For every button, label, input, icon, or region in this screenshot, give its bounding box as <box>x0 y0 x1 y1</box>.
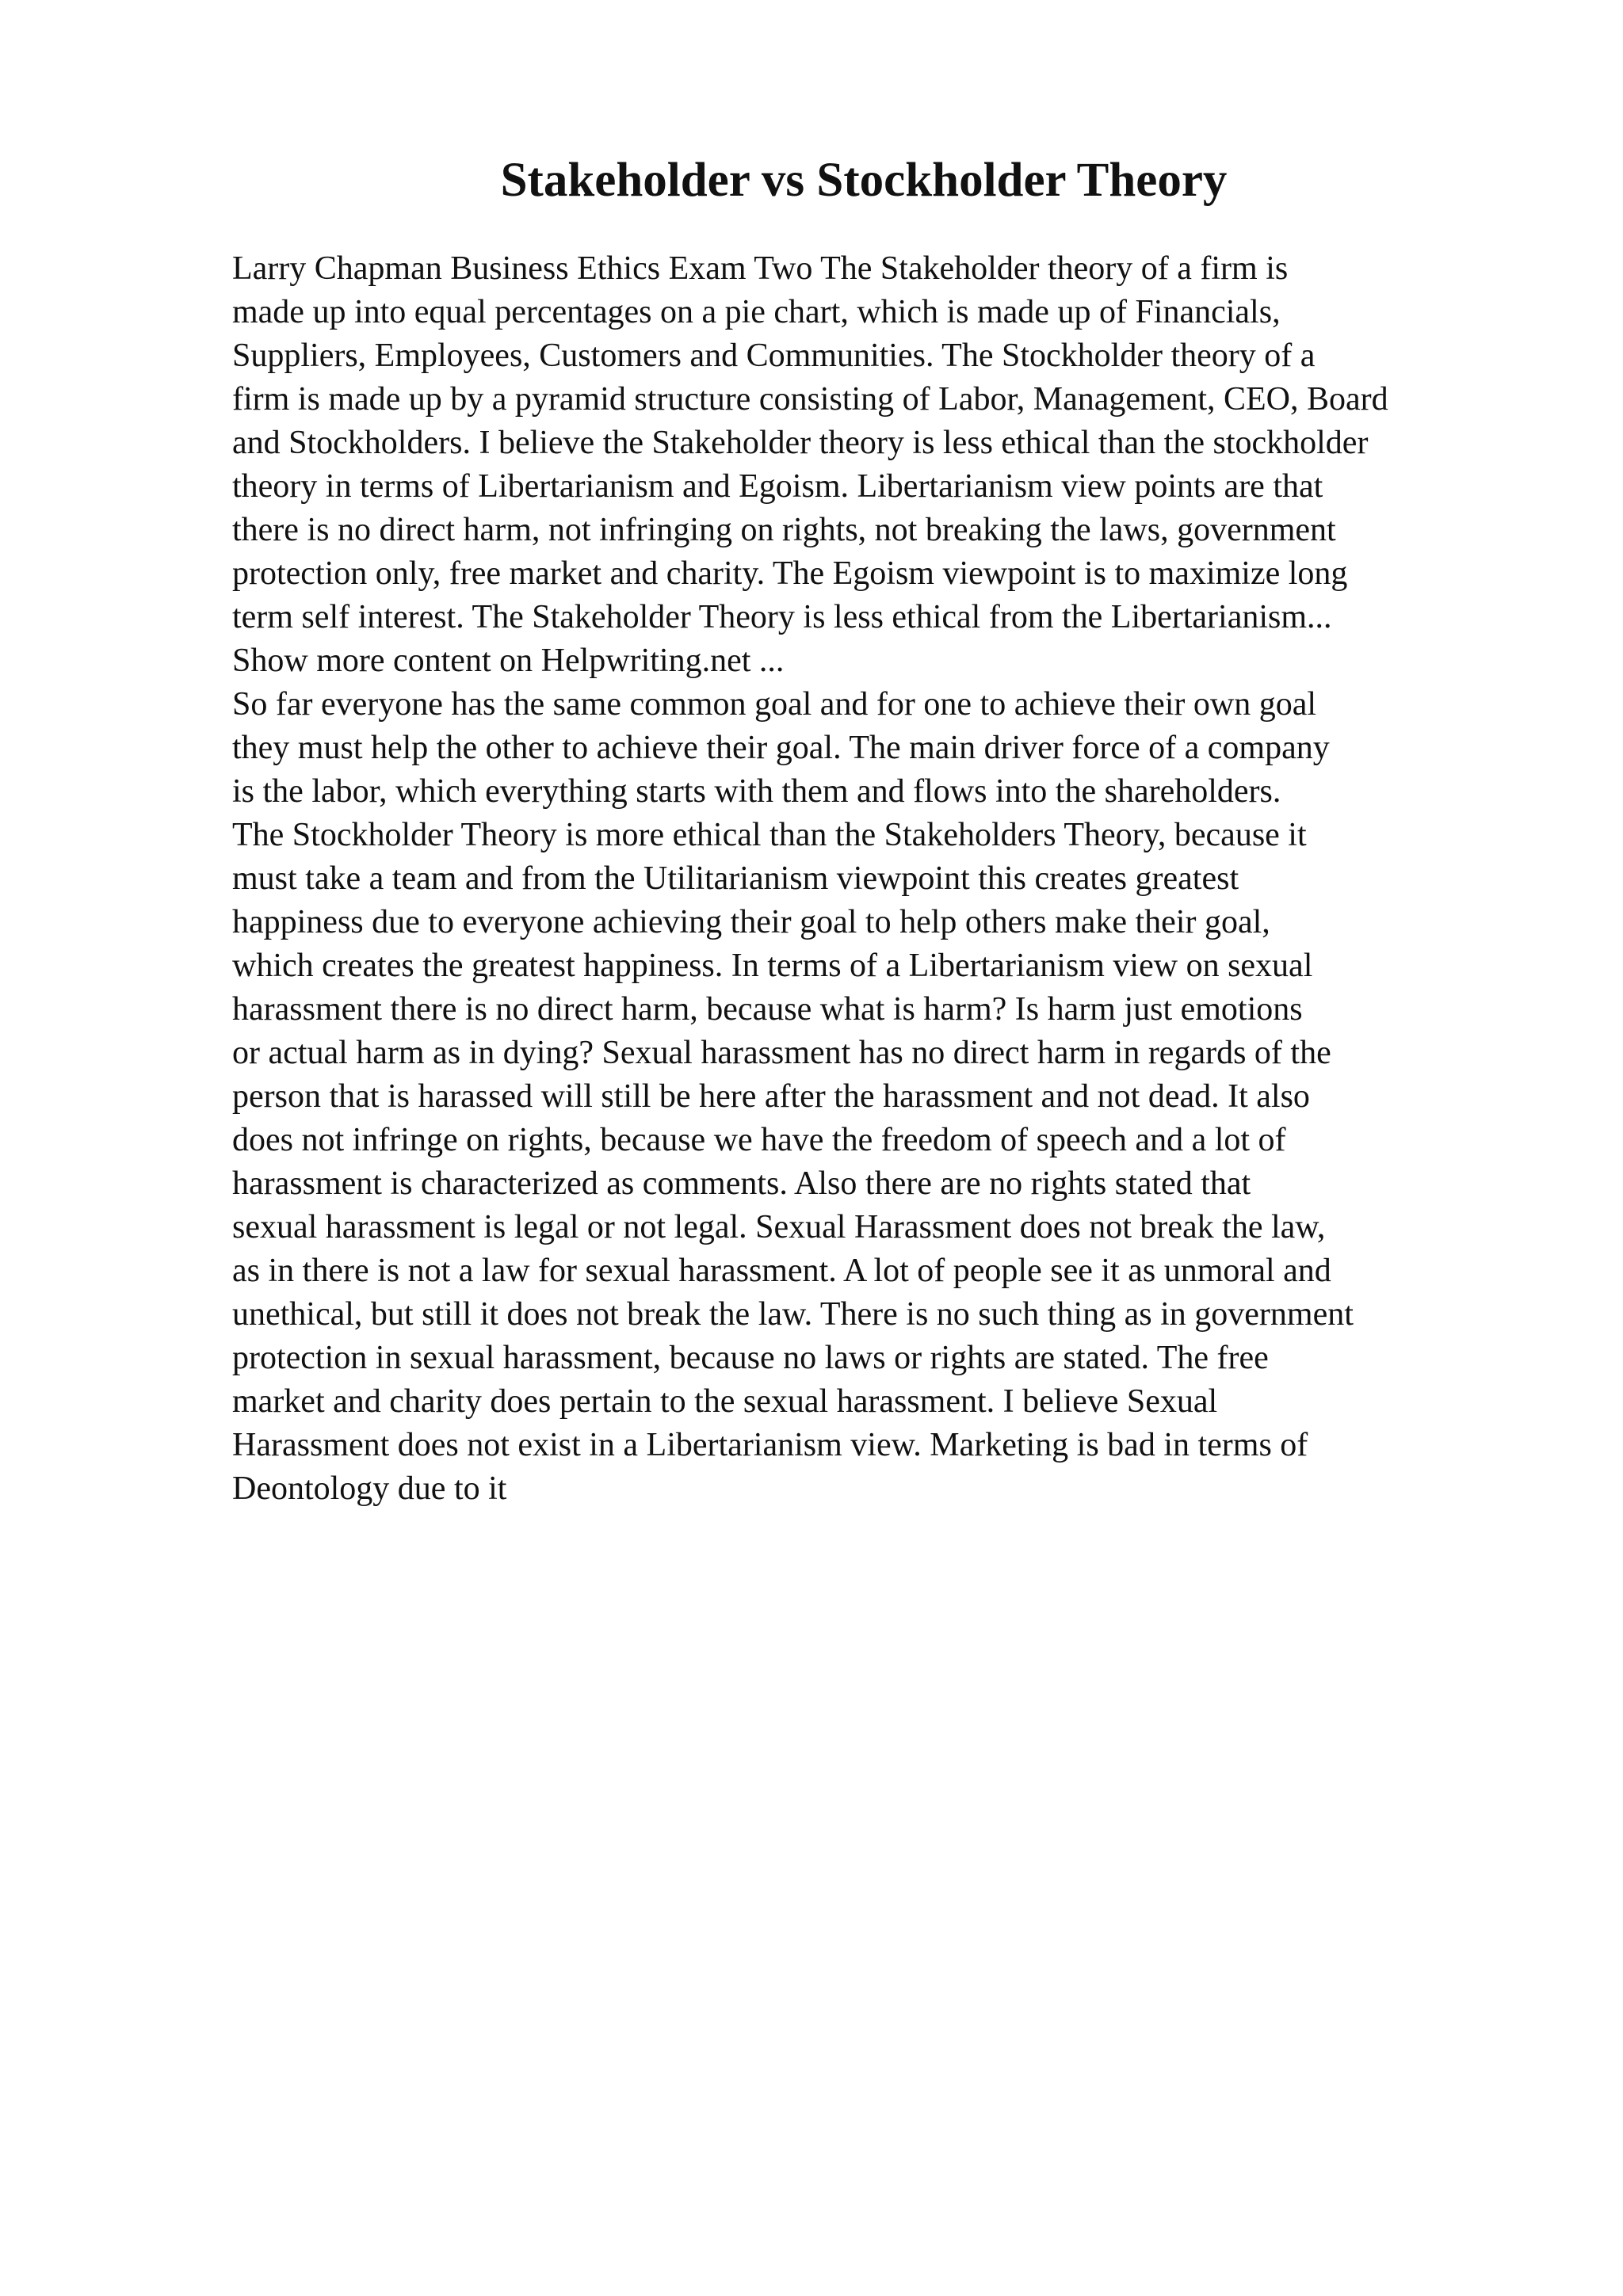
body-line: theory in terms of Libertarianism and Egoism. Libertarianism view points are that <box>232 468 1323 505</box>
body-line: does not infringe on rights, because we have the freedom of speech and a lot of <box>232 1122 1286 1158</box>
body-line: harassment there is no direct harm, because what is harm? Is harm just emotions <box>232 991 1303 1028</box>
body-line: market and charity does pertain to the sexual harassment. I believe Sexual <box>232 1383 1218 1420</box>
body-line: unethical, but still it does not break the law. There is no such thing as in government <box>232 1296 1354 1333</box>
body-line: firm is made up by a pyramid structure consisting of Labor, Management, CEO, Board <box>232 381 1388 418</box>
body-line: Larry Chapman Business Ethics Exam Two The Stakeholder theory of a firm is <box>232 250 1289 287</box>
show-more-link[interactable]: Show more content on Helpwriting.net ... <box>232 643 785 679</box>
body-line: harassment is characterized as comments. Also there are no rights stated that <box>232 1165 1251 1202</box>
body-line: they must help the other to achieve their goal. The main driver force of a company <box>232 730 1330 766</box>
body-line: Suppliers, Employees, Customers and Communities. The Stockholder theory of a <box>232 338 1316 374</box>
body-line: there is no direct harm, not infringing on rights, not breaking the laws, government <box>232 512 1336 548</box>
document-body <box>232 247 1595 1511</box>
body-line: person that is harassed will still be here after the harassment and not dead. It also <box>232 1078 1310 1115</box>
document-title: Stakeholder vs Stockholder Theory <box>500 154 1228 207</box>
body-line: which creates the greatest happiness. In terms of a Libertarianism view on sexual <box>232 948 1313 984</box>
body-line: protection only, free market and charity. The Egoism viewpoint is to maximize long <box>232 555 1348 592</box>
body-line: So far everyone has the same common goal and for one to achieve their own goal <box>232 686 1317 723</box>
body-line: happiness due to everyone achieving their goal to help others make their goal, <box>232 904 1270 940</box>
body-line: sexual harassment is legal or not legal. Sexual Harassment does not break the law, <box>232 1209 1326 1245</box>
body-line: or actual harm as in dying? Sexual harassment has no direct harm in regards of the <box>232 1035 1331 1071</box>
body-line: term self interest. The Stakeholder Theory is less ethical from the Libertarianism... <box>232 599 1332 635</box>
body-line: The Stockholder Theory is more ethical than the Stakeholders Theory, because it <box>232 817 1307 853</box>
body-line: protection in sexual harassment, because no laws or rights are stated. The free <box>232 1340 1269 1376</box>
body-line: and Stockholders. I believe the Stakeholder theory is less ethical than the stockholder <box>232 425 1369 461</box>
body-line: is the labor, which everything starts with them and flows into the shareholders. <box>232 773 1281 810</box>
body-line: must take a team and from the Utilitarianism viewpoint this creates greatest <box>232 860 1239 897</box>
body-line: Harassment does not exist in a Libertarianism view. Marketing is bad in terms of <box>232 1427 1308 1463</box>
body-line: as in there is not a law for sexual harassment. A lot of people see it as unmoral and <box>232 1253 1331 1289</box>
body-line: Deontology due to it <box>232 1470 507 1507</box>
body-line: made up into equal percentages on a pie chart, which is made up of Financials, <box>232 294 1281 330</box>
